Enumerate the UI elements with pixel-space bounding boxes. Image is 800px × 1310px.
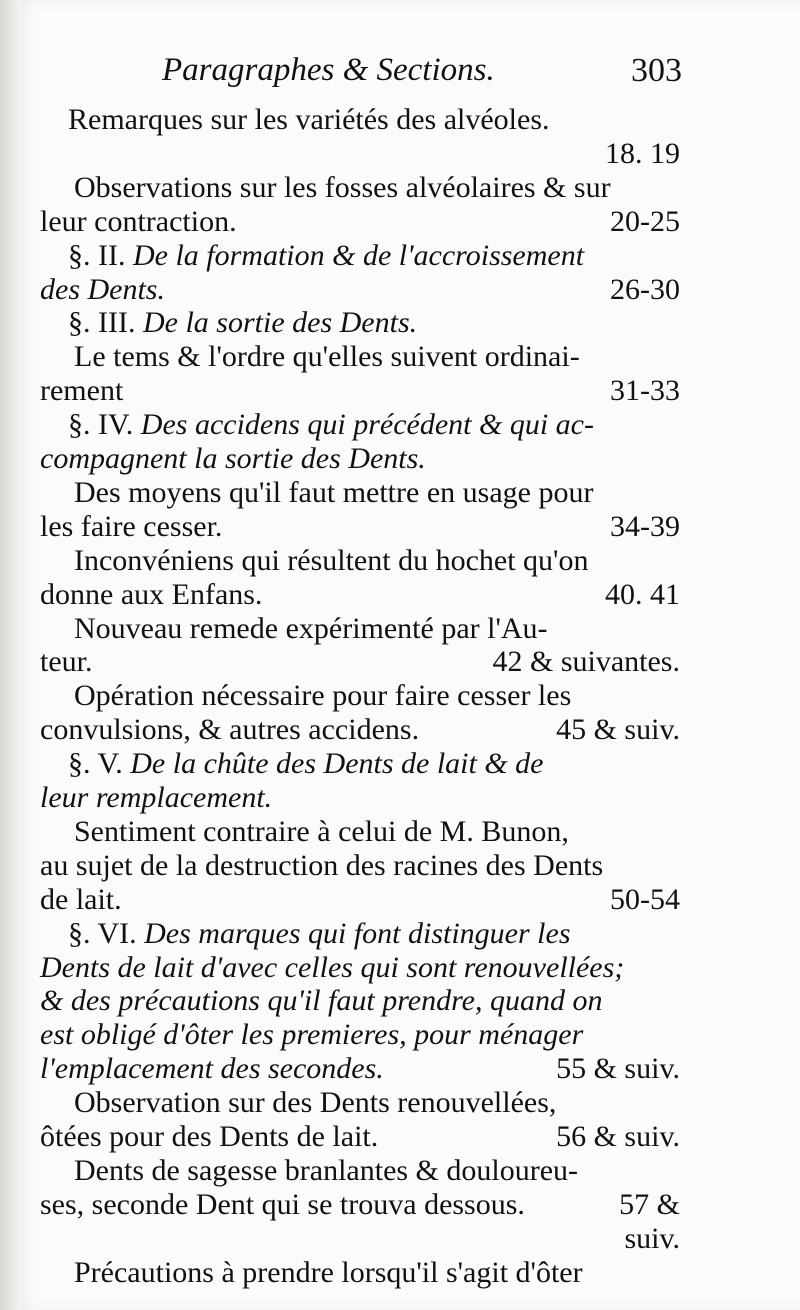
toc-entry-title: Remarques sur les variétés des alvéoles. bbox=[68, 103, 550, 136]
toc-entry-title: de lait. bbox=[40, 882, 122, 916]
toc-entry-title: les faire cesser. bbox=[40, 509, 223, 543]
section-marker: §. VI. bbox=[68, 916, 145, 950]
toc-entry-title: rement bbox=[40, 374, 124, 408]
toc-entry-title: Dents de sagesse branlantes & douloureu- bbox=[74, 1153, 579, 1187]
toc-page-reference: 34-39 bbox=[610, 509, 680, 543]
toc-entry-title: convulsions, & autres accidens. bbox=[40, 713, 420, 747]
toc-page-reference: 31-33 bbox=[610, 374, 680, 408]
toc-entry-title: Nouveau remede expérimenté par l'Au- bbox=[74, 611, 548, 645]
toc-entry-title: au sujet de la destruction des racines des Dents bbox=[40, 848, 604, 882]
toc-entry-title: ses, seconde Dent qui se trouva dessous. bbox=[40, 1187, 525, 1221]
toc-page-reference: 50-54 bbox=[610, 882, 680, 916]
toc-entry-title: De la sortie des Dents. bbox=[142, 306, 418, 340]
toc-entry-title: Sentiment contraire à celui de M. Bunon, bbox=[74, 814, 569, 848]
toc-entry-title: leur remplacement. bbox=[40, 781, 273, 814]
toc-page-reference: 26-30 bbox=[610, 272, 680, 306]
toc-entry-title: Le tems & l'ordre qu'elles suivent ordinai- bbox=[74, 340, 580, 374]
toc-line-text bbox=[74, 1253, 583, 1293]
toc-entry-title: ôtées pour des Dents de lait. bbox=[40, 1120, 379, 1153]
toc-entry-title: est obligé d'ôter les premieres, pour ménager bbox=[40, 1018, 584, 1052]
section-marker: §. IV. bbox=[68, 408, 141, 442]
toc-page-reference: 57 & bbox=[619, 1187, 680, 1221]
toc-page-reference: 18. 19 bbox=[605, 136, 680, 170]
toc-line bbox=[0, 1253, 800, 1293]
section-marker: §. V. bbox=[68, 747, 131, 781]
toc-entry-title: Inconvéniens qui résultent du hochet qu'on bbox=[74, 543, 589, 577]
toc-page-reference: 45 & suiv. bbox=[556, 713, 680, 747]
toc-page-reference: 56 & suiv. bbox=[556, 1120, 680, 1153]
toc-entry-title: De la chûte des Dents de lait & de bbox=[130, 747, 544, 781]
toc-entry-title: & des précautions qu'il faut prendre, quand on bbox=[40, 984, 603, 1018]
running-header bbox=[150, 52, 690, 96]
toc-entry-title: l'emplacement des secondes. bbox=[40, 1052, 384, 1086]
section-marker: §. III. bbox=[68, 306, 143, 340]
page-number: 303 bbox=[631, 52, 682, 89]
toc-entry-title: Dents de lait d'avec celles qui sont renouvellées; bbox=[40, 950, 625, 984]
toc-entry-title: teur. bbox=[40, 645, 93, 679]
toc-entry-title: Des accidens qui précédent & qui ac- bbox=[140, 408, 594, 442]
toc-entry-title: Des marques qui font distinguer les bbox=[144, 916, 571, 950]
toc-page-reference: 20-25 bbox=[610, 204, 680, 238]
toc-entry-title: Opération nécessaire pour faire cesser les bbox=[74, 679, 572, 713]
toc-entry-title: Des moyens qu'il faut mettre en usage pour bbox=[74, 475, 594, 509]
toc-page-reference: 55 & suiv. bbox=[556, 1052, 680, 1086]
toc-entry-title: leur contraction. bbox=[40, 204, 237, 238]
toc-entry-title: compagnent la sortie des Dents. bbox=[40, 442, 426, 475]
toc-entry-title: donne aux Enfans. bbox=[40, 577, 263, 611]
toc-page-reference: suiv. bbox=[624, 1221, 680, 1255]
toc-page-reference: 40. 41 bbox=[605, 577, 680, 611]
toc-entry-title: De la formation & de l'accroissement bbox=[132, 238, 585, 272]
running-title: Paragraphes & Sections. bbox=[162, 52, 495, 88]
toc-entry-title: Observations sur les fosses alvéolaires & sur bbox=[74, 170, 611, 204]
toc-entry-title: Observation sur des Dents renouvellées, bbox=[74, 1086, 557, 1120]
section-marker: §. II. bbox=[68, 238, 133, 272]
toc-entry-title: des Dents. bbox=[40, 272, 165, 306]
toc-entry-title: Précautions à prendre lorsqu'il s'agit d'ôter bbox=[74, 1255, 583, 1289]
toc-page-reference: 42 & suivantes. bbox=[492, 645, 680, 679]
